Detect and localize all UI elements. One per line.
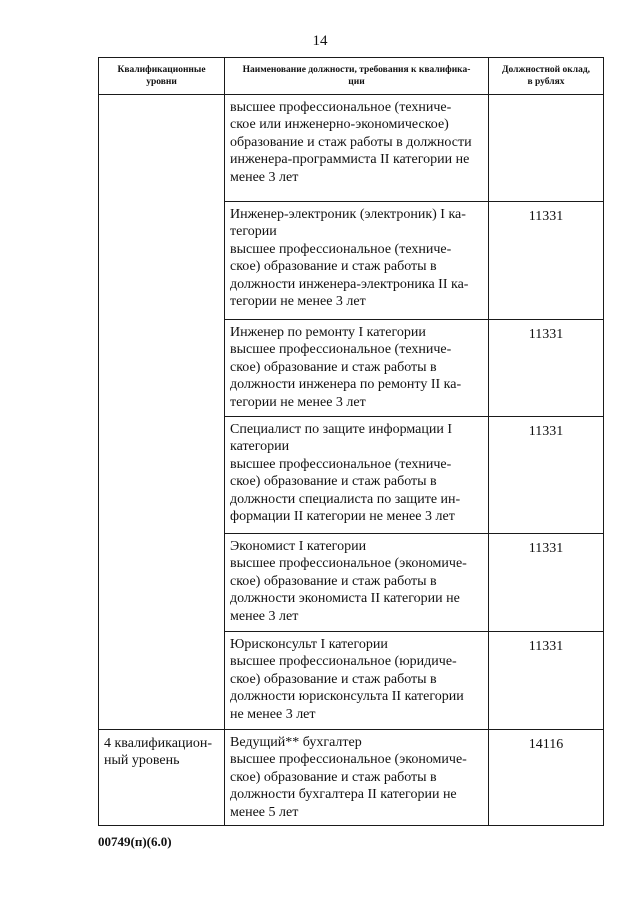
- position-text: высшее профессиональное (техниче- ское или инженерно-экономическое) образование и стаж работы в должности инженера-программиста II категории не менее 3 лет: [230, 100, 472, 185]
- header-position-requirements-text: Наименование должности, требования к квалифика- ции: [242, 65, 471, 87]
- position-cell: [225, 730, 489, 826]
- position-cell: [225, 320, 489, 417]
- salary-value: 11331: [528, 424, 564, 439]
- level-text: 4 квалификацион- ный уровень: [104, 736, 213, 769]
- table-row: [99, 95, 604, 202]
- position-cell: [225, 417, 489, 534]
- salary-cell: [489, 632, 604, 730]
- salary-cell: [489, 534, 604, 632]
- salary-value: [489, 95, 603, 101]
- salary-cell: [489, 95, 604, 202]
- position-text: Ведущий** бухгалтер высшее профессиональное (экономиче- ское) образование и стаж работы в должности бухгалтера II категории не менее 5 лет: [230, 735, 467, 820]
- header-salary-text: Должностной оклад, в рублях: [501, 65, 591, 87]
- salary-value: 11331: [528, 541, 564, 556]
- level-cell: [99, 95, 225, 730]
- position-cell: [225, 95, 489, 202]
- table-header-row: [99, 58, 604, 95]
- salary-cell: [489, 202, 604, 320]
- header-qualification-levels-text: Квалификационные уровни: [117, 65, 206, 87]
- qualification-table: [98, 57, 604, 826]
- level-cell: [99, 730, 225, 826]
- page-number: 14: [312, 33, 328, 49]
- header-qualification-levels: [99, 58, 225, 95]
- salary-cell: [489, 730, 604, 826]
- salary-cell: [489, 320, 604, 417]
- salary-value: 11331: [528, 327, 564, 342]
- position-text: Инженер-электроник (электроник) I ка- тегории высшее профессиональное (техниче- ское) образование и стаж работы в должности инженера-электроника II ка- тегории не менее 3 лет: [230, 207, 469, 310]
- document-code: 00749(п)(6.0): [98, 834, 172, 849]
- position-text: Инженер по ремонту I категории высшее профессиональное (техниче- ское) образование и стаж работы в должности инженера по ремонту II ка- тегории не менее 3 лет: [230, 325, 462, 410]
- position-cell: [225, 534, 489, 632]
- position-cell: [225, 632, 489, 730]
- level-text: [99, 95, 224, 104]
- salary-value: 14116: [528, 737, 564, 752]
- position-text: Специалист по защите информации I категории высшее профессиональное (техниче- ское) образование и стаж работы в должности специалиста по защите ин- формации II категории не менее 3 лет: [230, 422, 461, 525]
- salary-value: 11331: [528, 639, 564, 654]
- position-text: Экономист I категории высшее профессиональное (экономиче- ское) образование и стаж работы в должности экономиста II категории не менее 3 лет: [230, 539, 467, 624]
- header-salary: [489, 58, 604, 95]
- header-position-requirements: [225, 58, 489, 95]
- position-text: Юрисконсульт I категории высшее профессиональное (юридиче- ское) образование и стаж работы в должности юрисконсульта II категории не менее 3 лет: [230, 637, 464, 722]
- table-row: [99, 730, 604, 826]
- salary-value: 11331: [528, 209, 564, 224]
- salary-cell: [489, 417, 604, 534]
- position-cell: [225, 202, 489, 320]
